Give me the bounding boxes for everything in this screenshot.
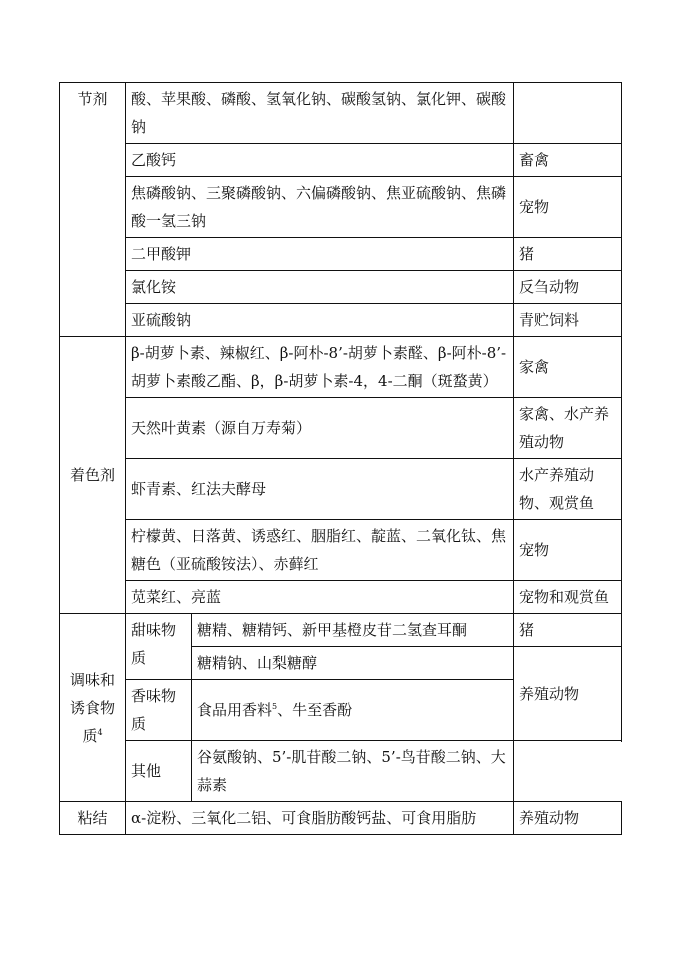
table-row	[60, 83, 622, 144]
use-cell: 宠物	[514, 520, 622, 581]
footnote-marker: 4	[97, 727, 103, 737]
footnote-marker: 5	[272, 702, 278, 711]
use-cell: 家禽	[514, 337, 622, 398]
use-cell: 青贮饲料	[514, 304, 622, 337]
table-row	[60, 177, 622, 238]
category-cell: 着色剂	[60, 337, 126, 614]
category-label: 调味和诱食物质	[69, 670, 115, 745]
table-row	[60, 238, 622, 271]
item-cell: 亚硫酸钠	[126, 304, 514, 337]
use-cell: 水产养殖动物、观赏鱼	[514, 459, 622, 520]
item-cell: 谷氨酸钠、5’-肌苷酸二钠、5’-鸟苷酸二钠、大蒜素	[192, 741, 514, 802]
use-cell: 家禽、水产养殖动物	[514, 398, 622, 459]
use-cell: 猪	[514, 614, 622, 647]
category-cell	[60, 614, 126, 802]
use-cell: 畜禽	[514, 144, 622, 177]
table-row	[60, 581, 622, 614]
item-text: 、牛至香酚	[277, 701, 353, 719]
use-cell: 养殖动物	[514, 802, 622, 835]
category-cell: 粘结	[60, 802, 126, 835]
use-cell: 反刍动物	[514, 271, 622, 304]
use-cell: 宠物和观赏鱼	[514, 581, 622, 614]
table-row	[60, 337, 622, 398]
additive-table	[59, 82, 622, 835]
table-row	[60, 459, 622, 520]
table-row	[60, 741, 622, 802]
item-cell: 虾青素、红法夫酵母	[126, 459, 514, 520]
use-cell	[514, 83, 622, 144]
item-cell: 糖精钠、山梨糖醇	[192, 647, 514, 680]
item-cell: 焦磷酸钠、三聚磷酸钠、六偏磷酸钠、焦亚硫酸钠、焦磷酸一氢三钠	[126, 177, 514, 238]
item-cell: 柠檬黄、日落黄、诱惑红、胭脂红、靛蓝、二氧化钛、焦糖色（亚硫酸铵法）、赤藓红	[126, 520, 514, 581]
table-row	[60, 304, 622, 337]
item-cell: α-淀粉、三氧化二铝、可食脂肪酸钙盐、可食用脂肪	[126, 802, 514, 835]
item-cell: 酸、苹果酸、磷酸、氢氧化钠、碳酸氢钠、氯化钾、碳酸钠	[126, 83, 514, 144]
item-text: 食品用香料	[197, 701, 273, 719]
table-row	[60, 398, 622, 459]
item-cell: β-胡萝卜素、辣椒红、β-阿朴-8’-胡萝卜素醛、β-阿朴-8’-胡萝卜素酸乙酯、β，β-胡萝卜素-4，4-二酮（斑蝥黄）	[126, 337, 514, 398]
table-row	[60, 271, 622, 304]
use-cell: 养殖动物	[514, 647, 622, 741]
item-cell: 乙酸钙	[126, 144, 514, 177]
category-cell: 节剂	[60, 83, 126, 337]
item-cell: 糖精、糖精钙、新甲基橙皮苷二氢查耳酮	[192, 614, 514, 647]
subcategory-cell: 其他	[126, 741, 192, 802]
item-cell	[192, 680, 514, 741]
use-cell: 猪	[514, 238, 622, 271]
table-row	[60, 144, 622, 177]
item-cell: 二甲酸钾	[126, 238, 514, 271]
table-row	[60, 520, 622, 581]
item-cell: 氯化铵	[126, 271, 514, 304]
use-cell: 宠物	[514, 177, 622, 238]
table-row	[60, 802, 622, 835]
subcategory-cell: 香味物质	[126, 680, 192, 741]
item-cell: 天然叶黄素（源自万寿菊）	[126, 398, 514, 459]
item-cell: 苋菜红、亮蓝	[126, 581, 514, 614]
subcategory-cell: 甜味物质	[126, 614, 192, 680]
table-row	[60, 614, 622, 647]
